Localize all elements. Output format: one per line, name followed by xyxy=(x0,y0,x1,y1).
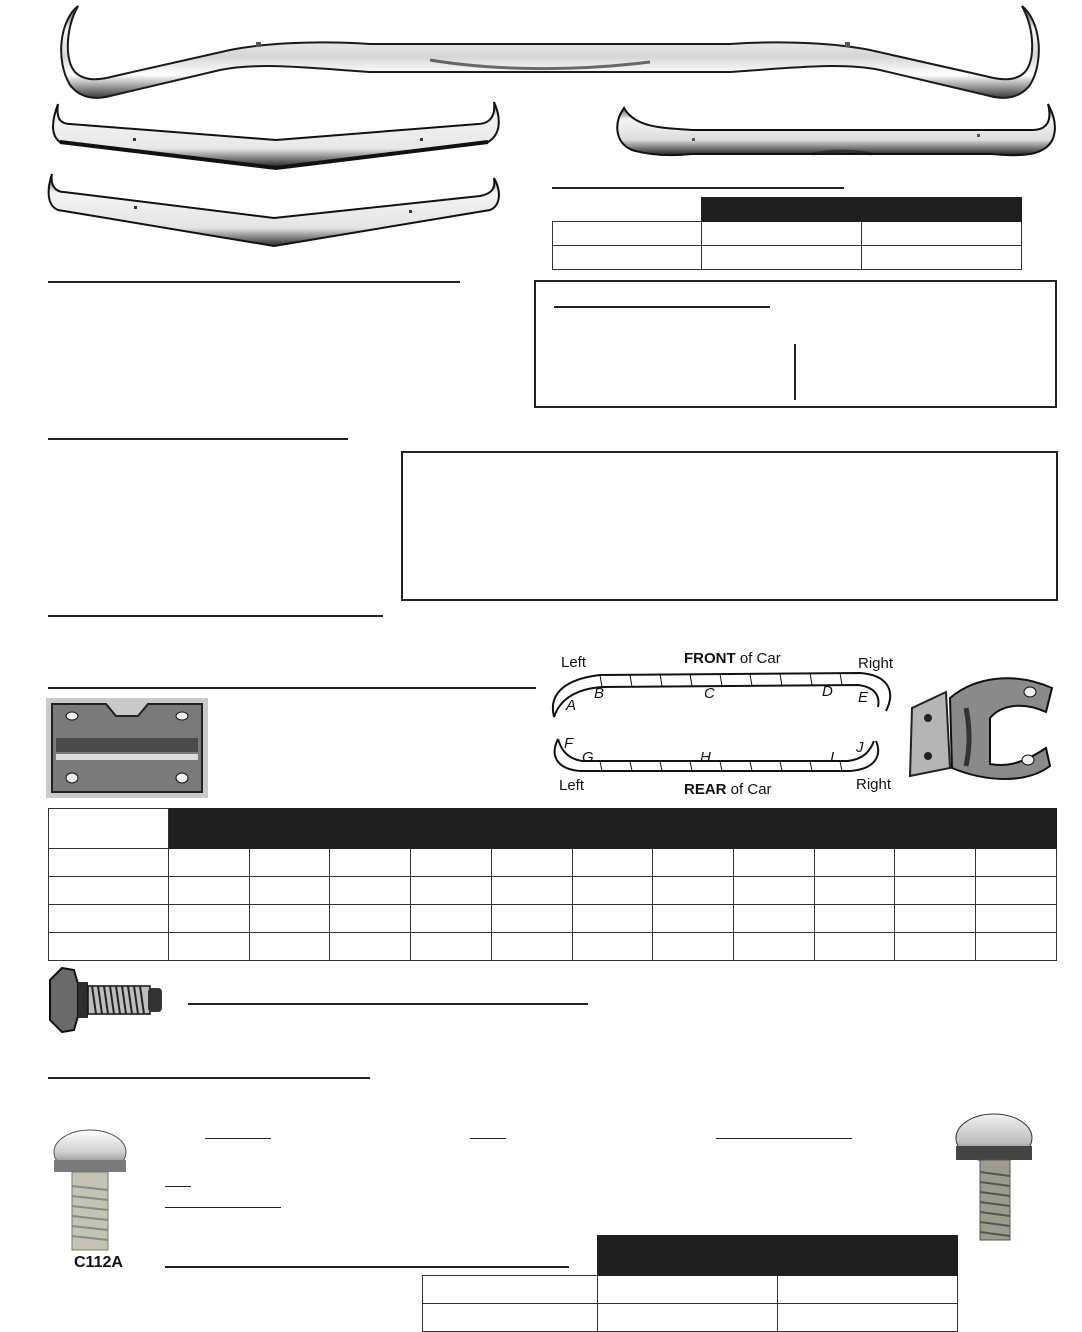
table-cell xyxy=(895,933,976,961)
table-cell xyxy=(491,877,572,905)
diagram-letter-a: A xyxy=(566,697,577,714)
table-cell xyxy=(734,877,815,905)
table-cell xyxy=(976,905,1057,933)
price-table-top xyxy=(552,197,1022,270)
table-cell xyxy=(423,1236,598,1276)
carriage-bolt-image-left xyxy=(50,1126,132,1254)
table-cell xyxy=(249,849,330,877)
bumper-position-diagram xyxy=(540,645,910,805)
diagram-rear-label xyxy=(684,781,772,798)
table-cell xyxy=(249,877,330,905)
section-rule-5 xyxy=(48,1077,370,1079)
rear-bumper-image xyxy=(612,100,1060,162)
table-cell xyxy=(895,849,976,877)
table-cell xyxy=(169,849,250,877)
table-cell xyxy=(861,222,1021,246)
diagram-letter-b: B xyxy=(594,685,605,702)
rule-small-1 xyxy=(205,1138,271,1139)
diagram-front-rest: of Car xyxy=(735,650,781,667)
table-cell xyxy=(572,905,653,933)
table-cell xyxy=(553,222,702,246)
table-cell xyxy=(491,849,572,877)
table-cell xyxy=(423,1276,598,1304)
info-box-1-rule xyxy=(554,306,770,308)
table-cell xyxy=(169,877,250,905)
diagram-letter-i: I xyxy=(830,749,835,766)
section-rule-2 xyxy=(48,438,348,440)
diagram-letter-d: D xyxy=(822,683,833,700)
diagram-letter-c: C xyxy=(704,685,715,702)
diagram-rear-bold: REAR xyxy=(684,781,727,798)
table-cell xyxy=(734,933,815,961)
table-cell xyxy=(572,933,653,961)
diagram-letter-h: H xyxy=(700,749,711,766)
table-row xyxy=(423,1304,958,1332)
table-cell xyxy=(814,905,895,933)
table-row xyxy=(49,877,1057,905)
table-cell xyxy=(411,849,492,877)
table-cell xyxy=(491,933,572,961)
section-rule-3 xyxy=(48,615,383,617)
diagram-front-label xyxy=(684,650,781,667)
v-bumper-image-lower xyxy=(44,170,506,250)
table-cell xyxy=(411,905,492,933)
info-box-1 xyxy=(534,280,1057,408)
table-cell xyxy=(49,849,169,877)
table-cell xyxy=(734,849,815,877)
table-cell xyxy=(249,933,330,961)
table-cell xyxy=(423,1304,598,1332)
diagram-right-bottom: Right xyxy=(856,776,892,793)
table-row xyxy=(49,905,1057,933)
table-row xyxy=(423,1276,958,1304)
table-cell xyxy=(169,905,250,933)
price-table-bottom xyxy=(422,1235,958,1332)
table-cell xyxy=(572,849,653,877)
table-row xyxy=(553,246,1022,270)
table-cell xyxy=(49,933,169,961)
v-bumper-image-upper xyxy=(48,100,508,172)
table-cell xyxy=(249,905,330,933)
table-cell xyxy=(895,877,976,905)
long-front-bumper-image xyxy=(50,0,1050,104)
table-cell xyxy=(491,905,572,933)
table-cell xyxy=(861,246,1021,270)
diagram-letter-j: J xyxy=(856,739,864,756)
table-cell xyxy=(553,198,702,222)
bumper-guard-bracket-image xyxy=(906,668,1056,784)
section-rule-4 xyxy=(48,687,536,689)
table-cell xyxy=(49,877,169,905)
diagram-right-top: Right xyxy=(858,655,894,672)
table-cell xyxy=(976,849,1057,877)
rule-small-3 xyxy=(716,1138,852,1139)
info-box-2 xyxy=(401,451,1058,601)
rule-small-5 xyxy=(165,1207,281,1208)
carriage-bolt-image-right xyxy=(954,1112,1036,1244)
diagram-front-bold: FRONT xyxy=(684,650,736,667)
table-cell xyxy=(777,1276,957,1304)
table-cell xyxy=(169,933,250,961)
table-header xyxy=(701,198,1022,222)
table-cell xyxy=(572,877,653,905)
table-cell xyxy=(49,809,169,849)
table-header xyxy=(169,809,1057,849)
diagram-rear-rest: of Car xyxy=(726,781,772,798)
table-header xyxy=(597,1236,958,1276)
flange-bolt-image xyxy=(44,964,166,1036)
section-rule-bolt xyxy=(188,1003,588,1005)
table-cell xyxy=(701,246,861,270)
info-box-1-divider xyxy=(794,344,796,400)
bumper-bracket-image xyxy=(46,698,208,798)
table-cell xyxy=(814,933,895,961)
diagram-left-top: Left xyxy=(561,654,587,671)
diagram-letter-e: E xyxy=(858,689,869,706)
table-cell xyxy=(976,933,1057,961)
rule-small-4 xyxy=(165,1186,191,1187)
table-row xyxy=(49,849,1057,877)
table-cell xyxy=(653,849,734,877)
rule-small-2 xyxy=(470,1138,506,1139)
table-cell xyxy=(814,849,895,877)
table-cell xyxy=(653,905,734,933)
table-row xyxy=(553,222,1022,246)
bolt-part-number: C112A xyxy=(74,1254,123,1271)
table-cell xyxy=(330,877,411,905)
table-cell xyxy=(895,905,976,933)
table-cell xyxy=(777,1304,957,1332)
table-cell xyxy=(701,222,861,246)
table-cell xyxy=(553,246,702,270)
table-row xyxy=(49,933,1057,961)
table-cell xyxy=(653,933,734,961)
table-cell xyxy=(976,877,1057,905)
diagram-letter-f: F xyxy=(564,735,574,752)
application-table xyxy=(48,808,1057,961)
diagram-letter-g: G xyxy=(582,749,594,766)
table-cell xyxy=(330,933,411,961)
table-cell xyxy=(597,1304,777,1332)
table-cell xyxy=(597,1276,777,1304)
table-cell xyxy=(734,905,815,933)
section-rule-right-top xyxy=(552,187,844,189)
table-cell xyxy=(330,849,411,877)
diagram-left-bottom: Left xyxy=(559,777,585,794)
section-rule-1 xyxy=(48,281,460,283)
table-cell xyxy=(814,877,895,905)
table-cell xyxy=(653,877,734,905)
table-cell xyxy=(330,905,411,933)
table-cell xyxy=(49,905,169,933)
table-cell xyxy=(411,877,492,905)
table-cell xyxy=(411,933,492,961)
